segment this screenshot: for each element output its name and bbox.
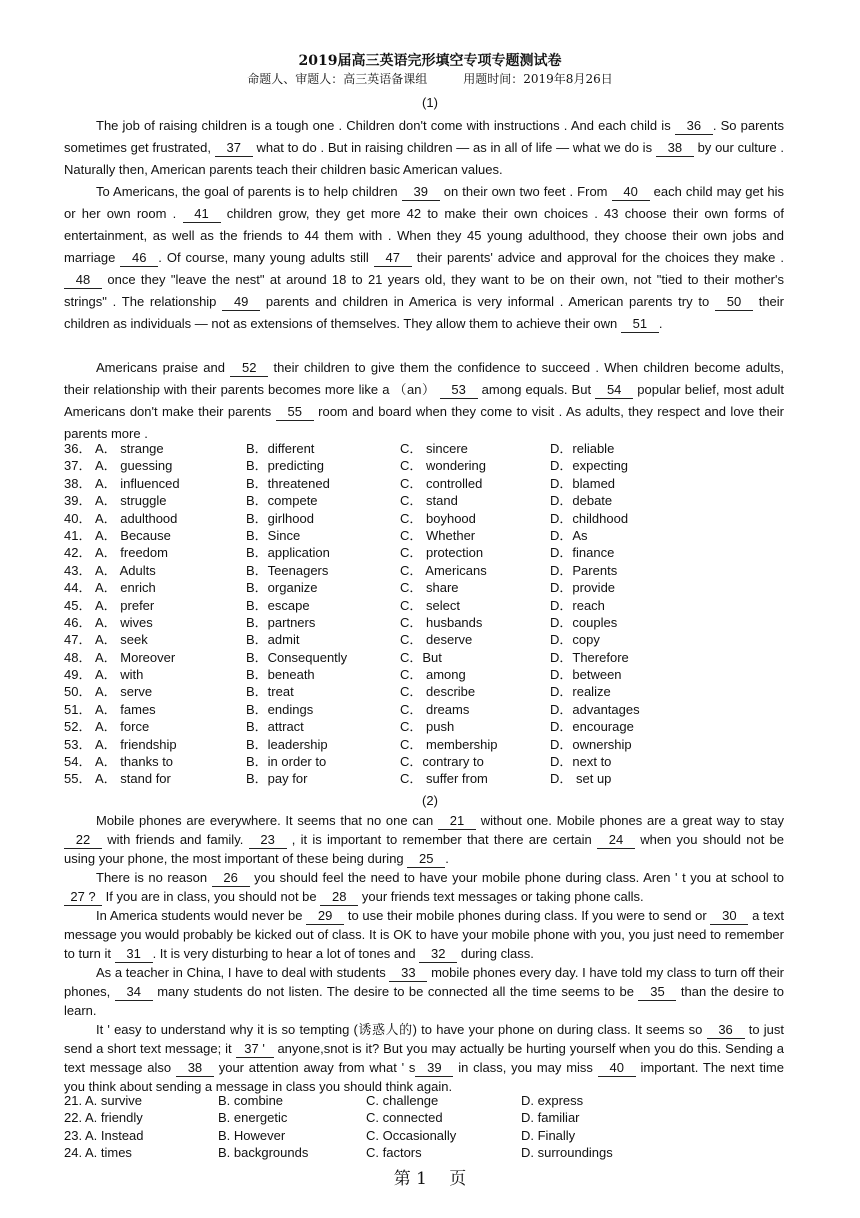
option-a[interactable]: A． seek	[95, 632, 148, 648]
option-row	[64, 1144, 804, 1161]
option-c[interactable]: C． stand	[400, 493, 458, 509]
passage-text: once they "leave the nest" at around 18 to 21 years old, they want to be on their own, not "tied to their mother's strings" . The relationship	[64, 272, 784, 309]
passage-text: to use their mobile phones during class. If you were to send or	[344, 908, 711, 923]
passage-text: parents and children in America is very informal . American parents try to	[260, 294, 715, 309]
option-d[interactable]: D．debate	[550, 493, 613, 509]
option-b[interactable]: B．in order to	[246, 754, 327, 770]
option-a[interactable]: A． adulthood	[95, 510, 178, 526]
option-d[interactable]: D. familiar	[521, 1110, 580, 1126]
option-a[interactable]: A． Adults	[95, 562, 156, 578]
passage-text: their children to give them the confidence to succeed . When children become adults, their relationship with their parents becomes more like a （an）	[64, 360, 784, 397]
s2-paragraph-3	[64, 906, 784, 963]
answer-blank[interactable]: 38	[176, 1060, 214, 1077]
option-d[interactable]: D．between	[550, 667, 622, 683]
option-a[interactable]: A． stand for	[95, 771, 171, 787]
answer-blank[interactable]: 24	[597, 832, 635, 849]
option-row	[64, 475, 804, 492]
question-number: 54．	[64, 754, 92, 770]
answer-blank[interactable]: 37 '	[236, 1041, 274, 1058]
answer-blank[interactable]: 40	[598, 1060, 636, 1077]
passage-text: In America students would never be	[96, 908, 307, 923]
option-b[interactable]: B．leadership	[246, 736, 328, 752]
answer-blank[interactable]: 21	[438, 813, 476, 830]
option-d[interactable]: D. express	[521, 1093, 584, 1108]
option-b[interactable]: B．girlhood	[246, 510, 314, 526]
option-a[interactable]: A． friendship	[95, 736, 177, 752]
passage-text: to just send a short text message; it	[64, 1022, 785, 1056]
passage-text: when you should not be using your phone, the most important of these being during	[64, 832, 785, 866]
option-row	[64, 753, 804, 770]
section-1-label: (1)	[422, 95, 438, 110]
option-b[interactable]: B．Teenagers	[246, 562, 329, 578]
option-d[interactable]: D．ownership	[550, 736, 632, 752]
answer-blank[interactable]: 33	[389, 965, 427, 982]
passage-text: room and board when they come to visit . As adults, they respect and love their parents more .	[64, 404, 784, 441]
passage-text: anyone,snot is it? But you may actually be hurting yourself when you do this. Sending a text message also	[64, 1041, 785, 1075]
option-c[interactable]: C． select	[400, 597, 460, 613]
passage-text: .	[445, 851, 449, 866]
answer-blank[interactable]: 36	[675, 118, 713, 135]
passage-text: many students do not listen. The desire to be connected all the time seems to be	[152, 984, 639, 999]
option-d[interactable]: D．copy	[550, 632, 600, 648]
option-d[interactable]: D．provide	[550, 580, 616, 596]
question-number: 50．	[64, 684, 92, 700]
option-b[interactable]: B．partners	[246, 614, 316, 630]
answer-blank[interactable]: 46	[120, 250, 158, 267]
option-row	[64, 1109, 804, 1126]
option-c[interactable]: C. connected	[366, 1110, 443, 1126]
passage-text: what to do . But in raising children — as in all of life — what we do is	[252, 140, 656, 155]
passage-text: . It is very disturbing to hear a lot of tones and	[152, 946, 420, 961]
passage-text: among equals. But	[477, 382, 596, 397]
passage-text: their children as individuals — not as extensions of themselves. They allow them to achieve their own	[64, 294, 784, 331]
answer-blank[interactable]: 34	[115, 984, 153, 1001]
option-c[interactable]: C． wondering	[400, 458, 486, 474]
s1-paragraph-2	[64, 181, 784, 335]
answer-blank[interactable]: 32	[419, 946, 457, 963]
question-number: 37．	[64, 458, 92, 474]
answer-blank[interactable]: 51	[621, 316, 659, 333]
option-row	[64, 492, 804, 509]
option-c[interactable]: C． describe	[400, 684, 476, 700]
answer-blank[interactable]: 38	[656, 140, 694, 157]
s1-paragraph-1	[64, 115, 784, 181]
option-a[interactable]: A． guessing	[95, 458, 173, 474]
answer-blank[interactable]: 25	[407, 851, 445, 868]
passage-text: . So parents sometimes get frustrated,	[64, 118, 784, 155]
option-c[interactable]: C． protection	[400, 545, 484, 561]
question-number: 36．	[64, 441, 92, 456]
option-d[interactable]: D. surroundings	[521, 1145, 613, 1161]
passage-text: important. The next time you think about sending a message in class you should think again.	[64, 1060, 784, 1094]
option-a[interactable]: A． freedom	[95, 545, 168, 561]
passage-text: during class.	[457, 946, 534, 961]
passage-text: Americans praise and	[96, 360, 231, 375]
answer-blank[interactable]: 52	[230, 360, 268, 377]
option-a[interactable]: 22. A. friendly	[64, 1110, 143, 1126]
passage-text: There is no reason	[96, 870, 212, 885]
passage-text: by our culture . Naturally then, American parents teach their children basic American values.	[64, 140, 784, 177]
passage-text: It ' easy to understand why it is so tempting (诱惑人的) to have your phone on during class. It seems so	[96, 1022, 707, 1037]
option-b[interactable]: B．attract	[246, 719, 304, 735]
answer-blank[interactable]: 55	[276, 404, 314, 421]
passage-text: Mobile phones are everywhere. It seems that no one can	[96, 813, 438, 828]
s2-paragraph-2	[64, 868, 784, 906]
answer-blank[interactable]: 53	[440, 382, 478, 399]
question-number: 44．	[64, 580, 92, 596]
s2-paragraph-5	[64, 1020, 784, 1096]
answer-blank[interactable]: 40	[612, 184, 650, 201]
option-c[interactable]: C. Occasionally	[366, 1127, 457, 1143]
option-a[interactable]: 21. A. survive	[64, 1093, 143, 1108]
option-d[interactable]: D．reliable	[550, 441, 615, 456]
question-number: 40．	[64, 510, 92, 526]
option-row	[64, 579, 804, 596]
answer-blank[interactable]: 48	[64, 272, 102, 289]
option-a[interactable]: A． prefer	[95, 597, 155, 613]
s2-paragraph-1	[64, 811, 784, 868]
option-a[interactable]: A． struggle	[95, 493, 167, 509]
option-b[interactable]: B．compete	[246, 493, 318, 509]
option-d[interactable]: D．As	[550, 527, 588, 543]
passage-text: on their own two feet . From	[439, 184, 612, 199]
option-a[interactable]: 23. A. Instead	[64, 1127, 144, 1143]
option-c[interactable]: C． push	[400, 719, 455, 735]
option-b[interactable]: B．organize	[246, 580, 318, 596]
passage-text: As a teacher in China, I have to deal with students	[96, 965, 390, 980]
option-c[interactable]: C． sincere	[400, 441, 468, 456]
option-row	[64, 527, 804, 544]
passage-text: each child may get his or her own room .	[64, 184, 784, 221]
option-c[interactable]: C．contrary to	[400, 754, 484, 770]
option-c[interactable]: C． Whether	[400, 527, 476, 543]
option-a[interactable]: A． Because	[95, 527, 171, 543]
answer-blank[interactable]: 27 ?	[64, 889, 102, 906]
option-c[interactable]: C． deserve	[400, 632, 473, 648]
passage-text: .	[658, 316, 663, 331]
passage-text: you should feel the need to have your mobile phone during class. Aren ' t you at school to	[249, 870, 784, 885]
option-b[interactable]: B．admit	[246, 632, 300, 648]
option-row	[64, 1092, 804, 1109]
answer-blank[interactable]: 28	[320, 889, 358, 906]
option-c[interactable]: C． Americans	[400, 562, 487, 578]
option-a[interactable]: A． strange	[95, 441, 164, 456]
option-c[interactable]: C． suffer from	[400, 771, 488, 787]
option-c[interactable]: C． controlled	[400, 475, 483, 491]
answer-blank[interactable]: 54	[595, 382, 633, 399]
s1-options-list	[64, 440, 804, 788]
option-d[interactable]: D．blamed	[550, 475, 616, 491]
answer-blank[interactable]: 26	[212, 870, 250, 887]
answer-blank[interactable]: 47	[374, 250, 412, 267]
option-b[interactable]: B．endings	[246, 701, 314, 717]
option-d[interactable]: D．childhood	[550, 510, 629, 526]
passage-text: than the desire to learn.	[64, 984, 785, 1018]
option-a[interactable]: A． influenced	[95, 475, 180, 491]
option-b[interactable]: B．treat	[246, 684, 294, 700]
question-number: 49．	[64, 667, 92, 683]
option-a[interactable]: 24. A. times	[64, 1145, 132, 1161]
question-number: 43．	[64, 562, 92, 578]
option-b[interactable]: B. combine	[218, 1093, 284, 1108]
s2-options-list	[64, 1092, 804, 1162]
page-title: 2019届高三英语完形填空专项专题测试卷	[298, 53, 562, 69]
option-b[interactable]: B. backgrounds	[218, 1145, 309, 1161]
option-row	[64, 683, 804, 700]
question-number: 51．	[64, 701, 92, 717]
option-b[interactable]: B．escape	[246, 597, 310, 613]
question-number: 45．	[64, 597, 92, 613]
question-number: 46．	[64, 614, 92, 630]
option-a[interactable]: A． with	[95, 667, 144, 683]
option-a[interactable]: A． Moreover	[95, 649, 176, 665]
option-c[interactable]: C. challenge	[366, 1093, 439, 1108]
option-row	[64, 701, 804, 718]
question-number: 53．	[64, 736, 92, 752]
option-row	[64, 614, 804, 631]
passage-text: , it is important to remember that there are certain	[286, 832, 597, 847]
option-d[interactable]: D．Parents	[550, 562, 618, 578]
passage-text: their parents' advice and approval for the choices they make .	[411, 250, 784, 265]
answer-blank[interactable]: 39	[415, 1060, 453, 1077]
question-number: 39．	[64, 493, 92, 509]
option-a[interactable]: A． serve	[95, 684, 153, 700]
option-d[interactable]: D． set up	[550, 771, 612, 787]
passage-text: in class, you may miss	[453, 1060, 598, 1075]
answer-blank[interactable]: 39	[402, 184, 440, 201]
s1-paragraph-3	[64, 357, 784, 445]
option-c[interactable]: C. factors	[366, 1145, 422, 1161]
option-d[interactable]: D．next to	[550, 754, 612, 770]
option-d[interactable]: D．encourage	[550, 719, 634, 735]
option-a[interactable]: A． fames	[95, 701, 156, 717]
option-row	[64, 736, 804, 753]
answer-blank[interactable]: 29	[306, 908, 344, 925]
option-b[interactable]: B．application	[246, 545, 330, 561]
option-d[interactable]: D．realize	[550, 684, 611, 700]
option-c[interactable]: C． husbands	[400, 614, 483, 630]
option-b[interactable]: B．Since	[246, 527, 301, 543]
option-row	[64, 562, 804, 579]
answer-blank[interactable]: 23	[249, 832, 287, 849]
option-a[interactable]: A． wives	[95, 614, 153, 630]
answer-blank[interactable]: 31	[115, 946, 153, 963]
passage-text: your attention away from what ' s	[213, 1060, 416, 1075]
answer-blank[interactable]: 30	[710, 908, 748, 925]
option-row	[64, 544, 804, 561]
option-row	[64, 597, 804, 614]
passage-text: with friends and family.	[102, 832, 249, 847]
option-d[interactable]: D．expecting	[550, 458, 629, 474]
option-row	[64, 649, 804, 666]
option-row	[64, 631, 804, 648]
option-row	[64, 510, 804, 527]
option-b[interactable]: B．pay for	[246, 771, 308, 787]
passage-text: If you are in class, you should not be	[102, 889, 321, 904]
option-c[interactable]: C． membership	[400, 736, 498, 752]
passage-text: without one. Mobile phones are a great way to stay	[475, 813, 784, 828]
question-number: 42．	[64, 545, 92, 561]
passage-text: The job of raising children is a tough one . Children don't come with instructions . And each child is	[96, 118, 675, 133]
s2-paragraph-4	[64, 963, 784, 1020]
passage-text: children grow, they get more 42 to make their own choices . 43 choose their own forms of entertainment, as well as the friends to 44 them with . When they 45 young adulthood, they choose their own jobs and marriage	[64, 206, 784, 265]
section-2-label: (2)	[422, 793, 438, 808]
answer-blank[interactable]: 50	[715, 294, 753, 311]
question-number: 41．	[64, 527, 92, 543]
option-c[interactable]: C． among	[400, 667, 466, 683]
option-d[interactable]: D．advantages	[550, 701, 640, 717]
question-number: 48．	[64, 649, 92, 665]
option-d[interactable]: D．finance	[550, 545, 615, 561]
answer-blank[interactable]: 22	[64, 832, 102, 849]
option-c[interactable]: C．But	[400, 649, 442, 665]
option-a[interactable]: A． thanks to	[95, 754, 174, 770]
option-b[interactable]: B．beneath	[246, 667, 315, 683]
passage-text: . Of course, many young adults still	[158, 250, 374, 265]
answer-blank[interactable]: 41	[183, 206, 221, 223]
question-number: 38．	[64, 475, 92, 491]
option-d[interactable]: D. Finally	[521, 1127, 576, 1143]
option-row	[64, 440, 804, 457]
option-d[interactable]: D．reach	[550, 597, 605, 613]
option-c[interactable]: C． share	[400, 580, 459, 596]
answer-blank[interactable]: 35	[638, 984, 676, 1001]
answer-blank[interactable]: 37	[215, 140, 253, 157]
answer-blank[interactable]: 36	[707, 1022, 745, 1039]
option-b[interactable]: B．Consequently	[246, 649, 348, 665]
answer-blank[interactable]: 49	[222, 294, 260, 311]
option-b[interactable]: B．predicting	[246, 458, 325, 474]
passage-text: mobile phones every day. I have told my class to turn off their phones,	[64, 965, 784, 999]
option-row	[64, 770, 804, 787]
page-number: 第 1 页	[393, 1169, 467, 1189]
page-subtitle: 命题人、审题人：高三英语备课组 用题时间：2019年8月26日	[247, 72, 613, 86]
option-row	[64, 1127, 804, 1144]
option-d[interactable]: D．Therefore	[550, 649, 629, 665]
option-d[interactable]: D．couples	[550, 614, 618, 630]
passage-text: a text message you would probably be kicked out of class. It is OK to have your mobile phone with you, you just need to remember to turn it	[64, 908, 785, 961]
option-row	[64, 666, 804, 683]
question-number: 55．	[64, 771, 92, 787]
option-b[interactable]: B．threatened	[246, 475, 330, 491]
option-b[interactable]: B．different	[246, 441, 315, 456]
option-a[interactable]: A． enrich	[95, 580, 156, 596]
option-c[interactable]: C． boyhood	[400, 510, 476, 526]
passage-text: popular belief, most adult Americans don't make their parents	[64, 382, 784, 419]
option-b[interactable]: B. energetic	[218, 1110, 288, 1126]
option-row	[64, 718, 804, 735]
passage-text: your friends text messages or taking phone calls.	[358, 889, 644, 904]
option-b[interactable]: B. However	[218, 1127, 286, 1143]
passage-text: To Americans, the goal of parents is to help children	[96, 184, 402, 199]
option-a[interactable]: A． force	[95, 719, 150, 735]
option-c[interactable]: C． dreams	[400, 701, 470, 717]
option-row	[64, 457, 804, 474]
question-number: 47．	[64, 632, 92, 648]
question-number: 52．	[64, 719, 92, 735]
